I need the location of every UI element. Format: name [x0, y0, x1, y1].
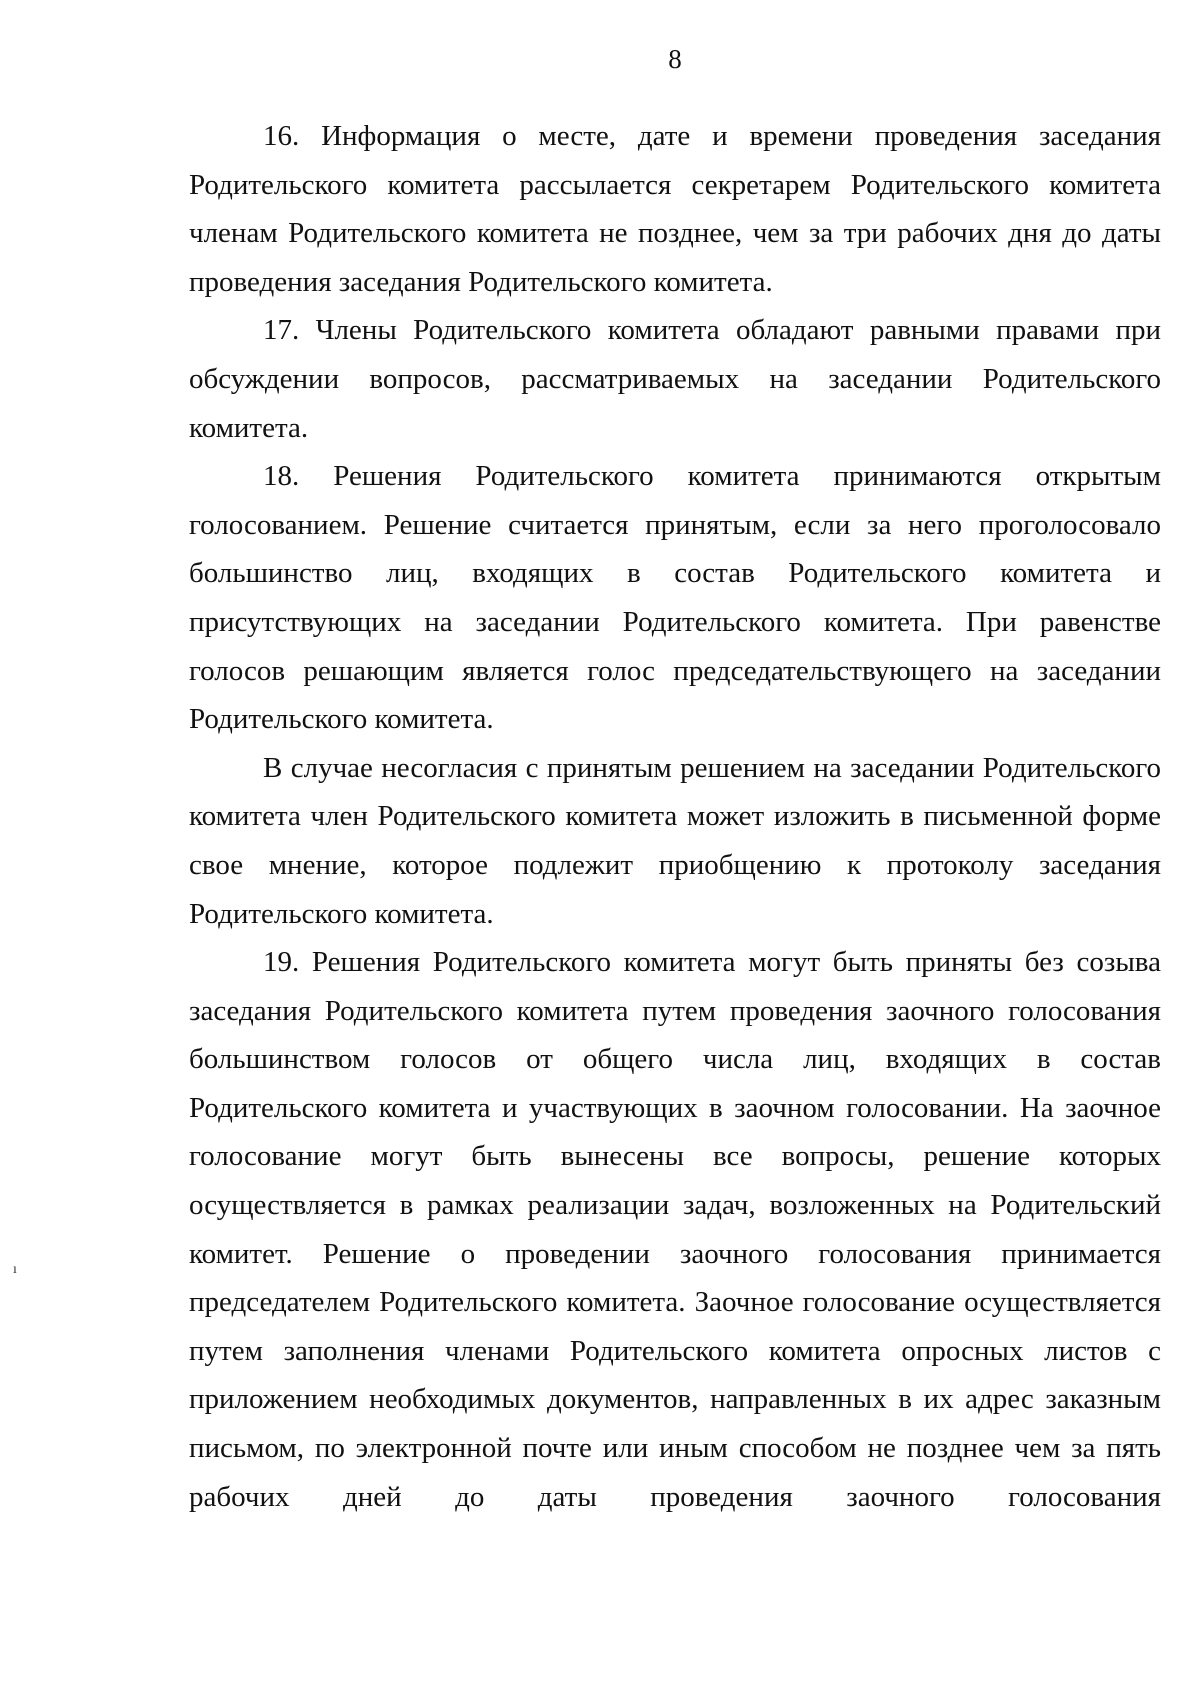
paragraph-18: 18. Решения Родительского комитета принимаются открытым голосованием. Решение считается принятым, если за него проголосовало большинство лиц, входящих в состав Родительского комитета и присутствующих на заседании Родительского комитета. При равенстве голосов решающим является голос председательствующего на заседании Родительского комитета. [189, 460, 1161, 736]
paragraph-17: 17. Члены Родительского комитета обладают равными правами при обсуждении вопросов, рассматриваемых на заседании Родительского комитета. [189, 314, 1161, 444]
page-number: 8 [668, 44, 682, 74]
paragraph-19: 19. Решения Родительского комитета могут быть приняты без созыва заседания Родительского комитета путем проведения заочного голосования большинством голосов от общего числа лиц, входящих в состав Родительского комитета и участвующих в заочном голосовании. На заочное голосование могут быть вынесены все вопросы, решение которых осуществляется в рамках реализации задач, возложенных на Родительский комитет. Решение о проведении заочного голосования принимается председателем Родительского комитета. Заочное голосование осуществляется путем заполнения членами Родительского комитета опросных листов с приложением необходимых документов, направленных в их адрес заказным письмом, по электронной почте или иным способом не позднее чем за пять рабочих дней до даты проведения заочного голосования [189, 946, 1161, 1513]
paragraph-18-disagreement: В случае несогласия с принятым решением на заседании Родительского комитета член Родительского комитета может изложить в письменной форме свое мнение, которое подлежит приобщению к протоколу заседания Родительского комитета. [189, 751, 1161, 930]
margin-mark: ı [13, 1262, 17, 1277]
document-body [189, 112, 1161, 1521]
paragraph-16: 16. Информация о месте, дате и времени проведения заседания Родительского комитета рассылается секретарем Родительского комитета членам Родительского комитета не позднее, чем за три рабочих дня до даты проведения заседания Родительского комитета. [189, 120, 1161, 298]
